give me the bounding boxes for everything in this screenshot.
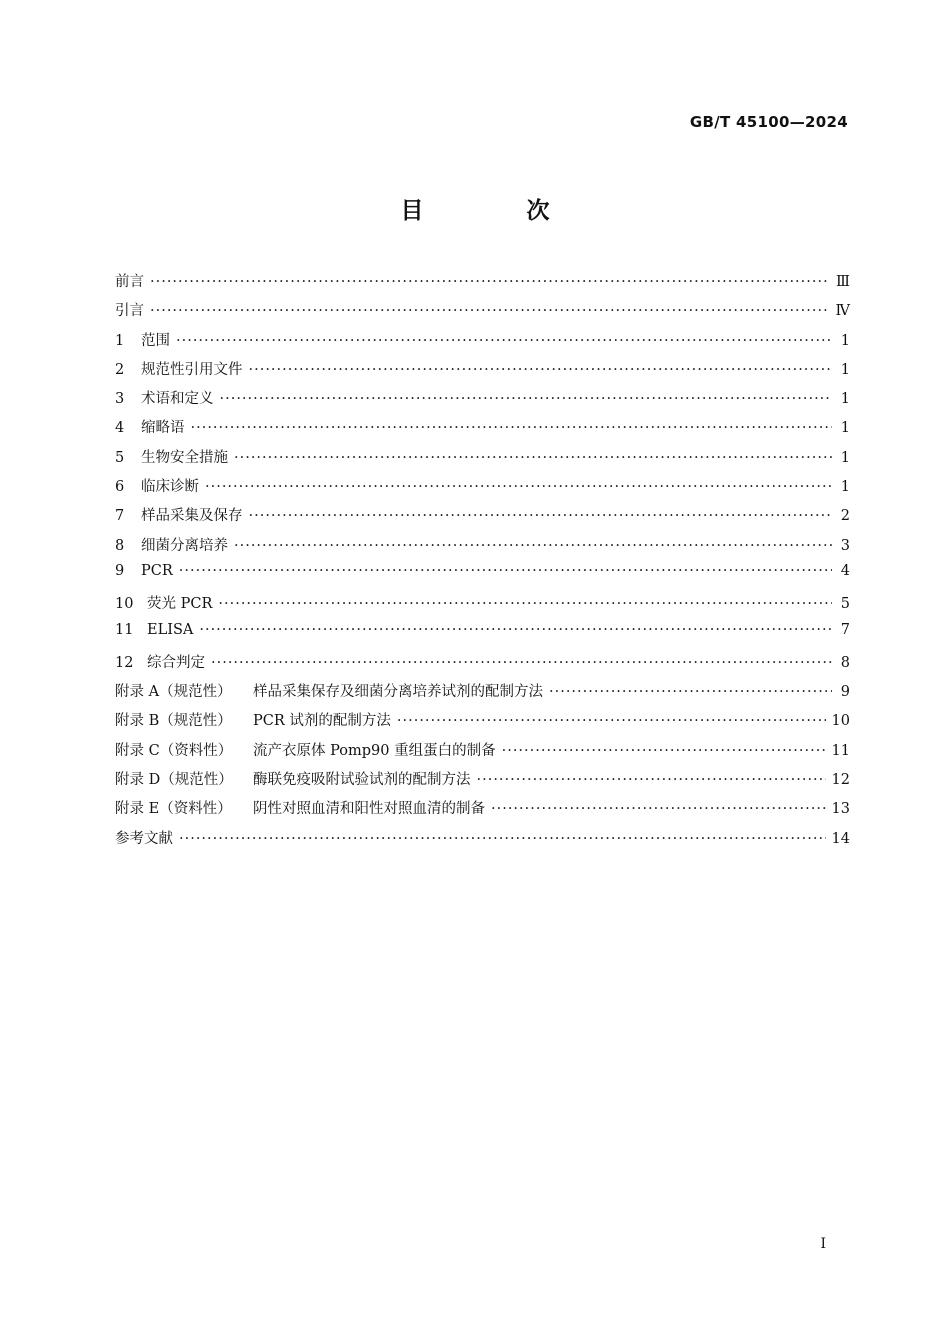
toc-leader-dots [211,655,832,671]
toc-entry-preface[interactable] [115,270,850,299]
toc-entry-references[interactable] [115,827,850,856]
toc-entry-8[interactable] [115,534,850,563]
toc-entry-page: 13 [831,801,850,818]
toc-entry-page: 2 [840,508,850,525]
toc-leader-dots [249,508,833,524]
toc-entry-appendix-c[interactable] [115,739,850,768]
toc-entry-number: 9 [115,562,125,579]
toc-entry-page: 10 [831,713,850,730]
toc-entry-label: 范围 [141,332,170,349]
toc-entry-11[interactable] [115,622,850,651]
toc-entry-number: 1 [115,332,125,349]
toc-entry-label: 细菌分离培养 [141,537,228,554]
toc-entry-page: 14 [831,830,850,847]
toc-entry-number: 10 [115,596,134,613]
toc-entry-label: 样品采集保存及细菌分离培养试剂的配制方法 [253,684,543,701]
toc-entry-page: Ⅳ [835,303,850,320]
toc-entry-number: 6 [115,479,125,496]
toc-entry-number: 附录 D（规范性） [115,772,233,789]
toc-leader-dots [218,596,832,612]
toc-entry-4[interactable] [115,416,850,445]
toc-entry-label: 阴性对照血清和阳性对照血清的制备 [253,801,485,818]
toc-entry-appendix-d[interactable] [115,768,850,797]
toc-entry-label: 临床诊断 [141,479,199,496]
toc-entry-2[interactable] [115,358,850,387]
toc-entry-label: 综合判定 [147,654,205,671]
toc-entry-3[interactable] [115,387,850,416]
toc-leader-dots [397,713,826,729]
toc-entry-number: 12 [115,654,134,671]
toc-entry-12[interactable] [115,651,850,680]
toc-leader-dots [179,831,826,847]
toc-entry-page: 11 [831,742,850,759]
toc-leader-dots [477,772,826,788]
toc-entry-6[interactable] [115,475,850,504]
toc-title: 目 次 [400,198,590,224]
toc-entry-page: 1 [840,361,850,378]
toc-entry-page: 7 [840,621,850,638]
toc-leader-dots [220,391,833,407]
toc-entry-number: 5 [115,449,125,466]
toc-leader-dots [176,333,832,349]
toc-entry-label: 前言 [115,274,144,290]
toc-entry-number: 3 [115,391,125,408]
toc-entry-5[interactable] [115,446,850,475]
toc-leader-dots [249,362,833,378]
toc-entry-label: 引言 [115,303,144,320]
standard-code: GB/T 45100—2024 [689,113,848,131]
toc-entry-page: 1 [840,449,850,466]
toc-entry-appendix-e[interactable] [115,797,850,826]
toc-entry-label: 参考文献 [115,830,173,847]
toc-entry-label: 规范性引用文件 [141,361,243,378]
toc-leader-dots [150,274,830,290]
toc-entry-number: 附录 A（规范性） [115,684,232,701]
toc-entry-label: PCR [141,562,173,579]
toc-entry-number: 2 [115,361,125,378]
toc-entry-page: 1 [840,420,850,437]
toc-entry-9[interactable] [115,563,850,592]
toc-entry-label: 缩略语 [141,420,185,437]
toc-entry-label: 荧光 PCR [147,596,213,613]
toc-entry-page: 1 [840,479,850,496]
toc-entry-appendix-a[interactable] [115,680,850,709]
toc-leader-dots [234,538,832,554]
toc-entry-number: 4 [115,420,125,437]
toc-entry-number: 附录 B（规范性） [115,713,232,730]
toc-entry-page: 3 [840,537,850,554]
toc-leader-dots [502,743,826,759]
toc-entry-10[interactable] [115,592,850,621]
toc-entry-label: 生物安全措施 [141,449,228,466]
toc-entry-number: 8 [115,537,125,554]
toc-leader-dots [205,479,832,495]
toc-entry-page: 8 [840,654,850,671]
toc-entry-page: 1 [840,391,850,408]
toc-entry-7[interactable] [115,504,850,533]
toc-leader-dots [549,684,832,700]
toc-entry-page: 1 [840,332,850,349]
table-of-contents [115,270,850,856]
toc-entry-number: 附录 E（资料性） [115,801,232,818]
toc-leader-dots [199,622,832,638]
toc-entry-number: 11 [115,621,134,638]
toc-entry-number: 附录 C（资料性） [115,742,233,759]
toc-leader-dots [191,420,833,436]
toc-leader-dots [179,563,832,579]
toc-entry-label: ELISA [147,621,194,638]
toc-entry-page: 12 [831,772,850,789]
toc-entry-1[interactable] [115,329,850,358]
toc-entry-label: 流产衣原体 Pomp90 重组蛋白的制备 [253,742,496,759]
toc-entry-page: Ⅲ [836,274,850,290]
page-number: I [820,1236,826,1252]
toc-entry-label: 样品采集及保存 [141,508,243,525]
toc-entry-number: 7 [115,508,125,525]
toc-entry-page: 9 [840,684,850,701]
toc-leader-dots [150,303,830,319]
toc-entry-label: 术语和定义 [141,391,214,408]
toc-entry-label: PCR 试剂的配制方法 [253,713,391,730]
toc-entry-page: 5 [840,596,850,613]
toc-entry-appendix-b[interactable] [115,709,850,738]
toc-entry-page: 4 [840,562,850,579]
toc-leader-dots [491,801,826,817]
toc-leader-dots [234,450,832,466]
toc-entry-introduction[interactable] [115,299,850,328]
toc-entry-label: 酶联免疫吸附试验试剂的配制方法 [253,772,471,789]
